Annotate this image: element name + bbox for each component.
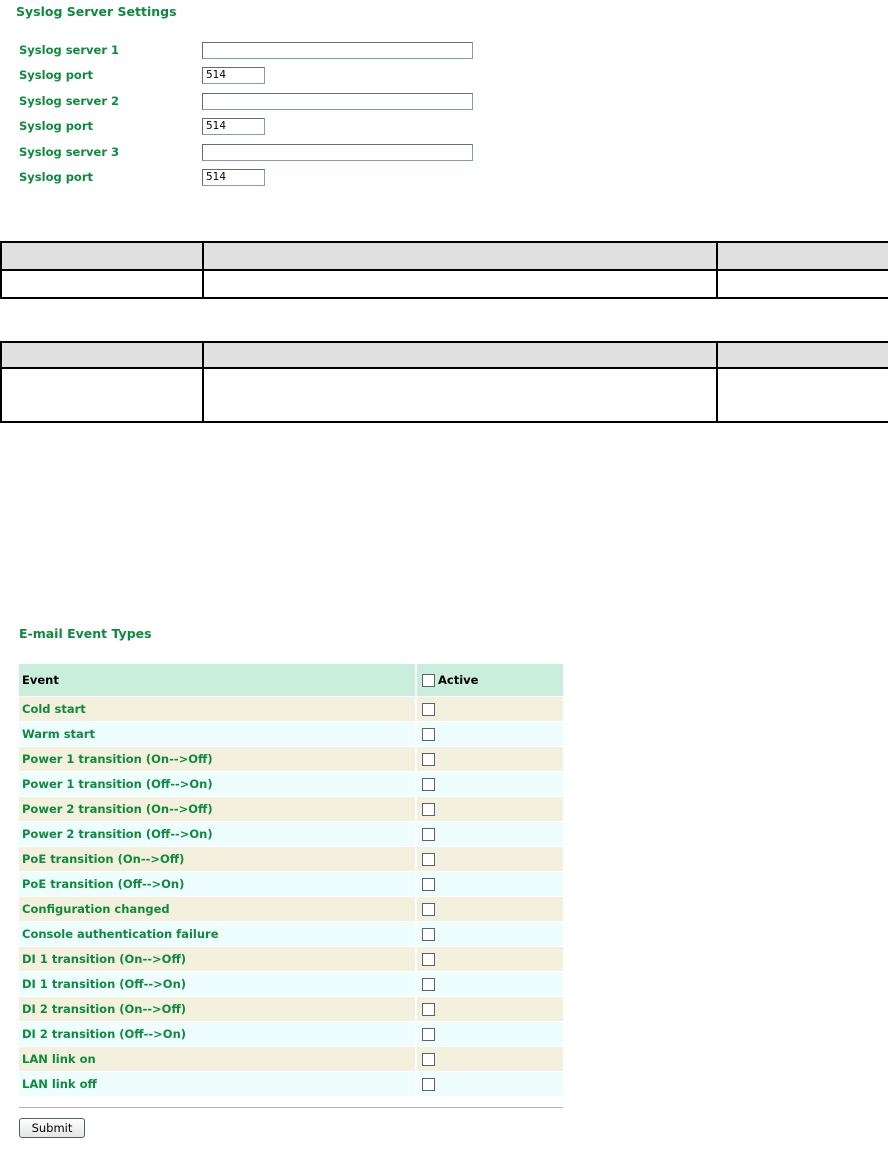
active-select-all-checkbox[interactable]	[422, 674, 435, 687]
grid-row	[1, 368, 888, 422]
event-label: Power 2 transition (On-->Off)	[19, 797, 415, 821]
active-column-header	[415, 664, 563, 696]
event-active-cell	[415, 847, 563, 871]
event-active-checkbox[interactable]	[422, 953, 435, 966]
event-label: Power 2 transition (Off-->On)	[19, 822, 415, 846]
event-active-cell	[415, 872, 563, 896]
event-active-cell	[415, 1022, 563, 1046]
event-label: DI 1 transition (Off-->On)	[19, 972, 415, 996]
syslog-port-3-row	[19, 167, 265, 187]
event-active-cell	[415, 1072, 563, 1096]
grid-row	[1, 270, 888, 298]
event-active-checkbox[interactable]	[422, 828, 435, 841]
event-label: Cold start	[19, 697, 415, 721]
syslog-server-2-label: Syslog server 2	[19, 94, 119, 108]
submit-button[interactable]: Submit	[19, 1118, 85, 1138]
event-label: Warm start	[19, 722, 415, 746]
grid-header-row	[1, 242, 888, 270]
event-row	[19, 697, 563, 721]
event-active-checkbox[interactable]	[422, 878, 435, 891]
syslog-port-3-input[interactable]	[202, 169, 265, 186]
event-row	[19, 872, 563, 896]
grid-header-row	[1, 342, 888, 368]
grid-cell	[1, 368, 203, 422]
event-label: PoE transition (On-->Off)	[19, 847, 415, 871]
syslog-section-title: Syslog Server Settings	[16, 4, 177, 19]
event-active-cell	[415, 772, 563, 796]
event-active-cell	[415, 972, 563, 996]
event-active-cell	[415, 722, 563, 746]
syslog-port-2-row	[19, 116, 265, 136]
event-label: DI 1 transition (On-->Off)	[19, 947, 415, 971]
event-row	[19, 722, 563, 746]
event-active-checkbox[interactable]	[422, 778, 435, 791]
empty-grid-table-1	[0, 241, 888, 299]
event-row	[19, 1047, 563, 1071]
empty-grid-table-2	[0, 341, 888, 423]
event-row	[19, 847, 563, 871]
grid-cell	[717, 242, 888, 270]
event-active-cell	[415, 922, 563, 946]
event-label: PoE transition (Off-->On)	[19, 872, 415, 896]
event-row	[19, 922, 563, 946]
event-row	[19, 772, 563, 796]
event-active-checkbox[interactable]	[422, 928, 435, 941]
syslog-port-1-input[interactable]	[202, 67, 265, 84]
event-active-cell	[415, 897, 563, 921]
event-active-cell	[415, 697, 563, 721]
grid-cell	[1, 242, 203, 270]
event-row	[19, 1022, 563, 1046]
event-active-checkbox[interactable]	[422, 803, 435, 816]
event-active-checkbox[interactable]	[422, 703, 435, 716]
email-event-table	[19, 663, 563, 1097]
syslog-server-2-input[interactable]	[202, 93, 473, 110]
syslog-server-1-label: Syslog server 1	[19, 43, 119, 57]
event-row	[19, 897, 563, 921]
grid-cell	[203, 342, 717, 368]
grid-cell	[717, 342, 888, 368]
event-row	[19, 997, 563, 1021]
event-active-checkbox[interactable]	[422, 978, 435, 991]
event-row	[19, 747, 563, 771]
event-row	[19, 1072, 563, 1096]
event-label: DI 2 transition (On-->Off)	[19, 997, 415, 1021]
event-label: LAN link on	[19, 1047, 415, 1071]
active-select-all[interactable]	[422, 673, 563, 687]
grid-cell	[1, 270, 203, 298]
event-active-checkbox[interactable]	[422, 853, 435, 866]
syslog-server-1-input[interactable]	[202, 42, 473, 59]
event-label: Power 1 transition (On-->Off)	[19, 747, 415, 771]
syslog-port-2-input[interactable]	[202, 118, 265, 135]
event-active-cell	[415, 822, 563, 846]
syslog-port-1-label: Syslog port	[19, 68, 94, 82]
active-column-label: Active	[438, 673, 479, 687]
grid-cell	[717, 270, 888, 298]
grid-cell	[717, 368, 888, 422]
event-label: DI 2 transition (Off-->On)	[19, 1022, 415, 1046]
event-active-checkbox[interactable]	[422, 1003, 435, 1016]
event-row	[19, 972, 563, 996]
event-active-checkbox[interactable]	[422, 1053, 435, 1066]
grid-cell	[203, 242, 717, 270]
grid-cell	[203, 368, 717, 422]
event-active-checkbox[interactable]	[422, 728, 435, 741]
syslog-server-3-row	[19, 142, 473, 162]
event-row	[19, 822, 563, 846]
event-active-checkbox[interactable]	[422, 1078, 435, 1091]
event-column-header: Event	[19, 664, 415, 696]
event-active-cell	[415, 947, 563, 971]
syslog-port-3-label: Syslog port	[19, 170, 94, 184]
section-divider	[19, 1107, 563, 1108]
event-row	[19, 797, 563, 821]
event-label: Power 1 transition (Off-->On)	[19, 772, 415, 796]
grid-cell	[203, 270, 717, 298]
syslog-port-2-label: Syslog port	[19, 119, 94, 133]
event-active-cell	[415, 997, 563, 1021]
event-active-cell	[415, 747, 563, 771]
event-active-checkbox[interactable]	[422, 753, 435, 766]
syslog-server-3-input[interactable]	[202, 144, 473, 161]
syslog-server-3-label: Syslog server 3	[19, 145, 119, 159]
event-table-header	[19, 664, 563, 696]
event-active-cell	[415, 797, 563, 821]
syslog-server-1-row	[19, 40, 473, 60]
email-section-title: E-mail Event Types	[19, 626, 152, 641]
event-active-cell	[415, 1047, 563, 1071]
event-active-checkbox[interactable]	[422, 903, 435, 916]
event-label: Console authentication failure	[19, 922, 415, 946]
event-active-checkbox[interactable]	[422, 1028, 435, 1041]
grid-cell	[1, 342, 203, 368]
event-label: Configuration changed	[19, 897, 415, 921]
event-row	[19, 947, 563, 971]
syslog-port-1-row	[19, 65, 265, 85]
event-label: LAN link off	[19, 1072, 415, 1096]
syslog-server-2-row	[19, 91, 473, 111]
